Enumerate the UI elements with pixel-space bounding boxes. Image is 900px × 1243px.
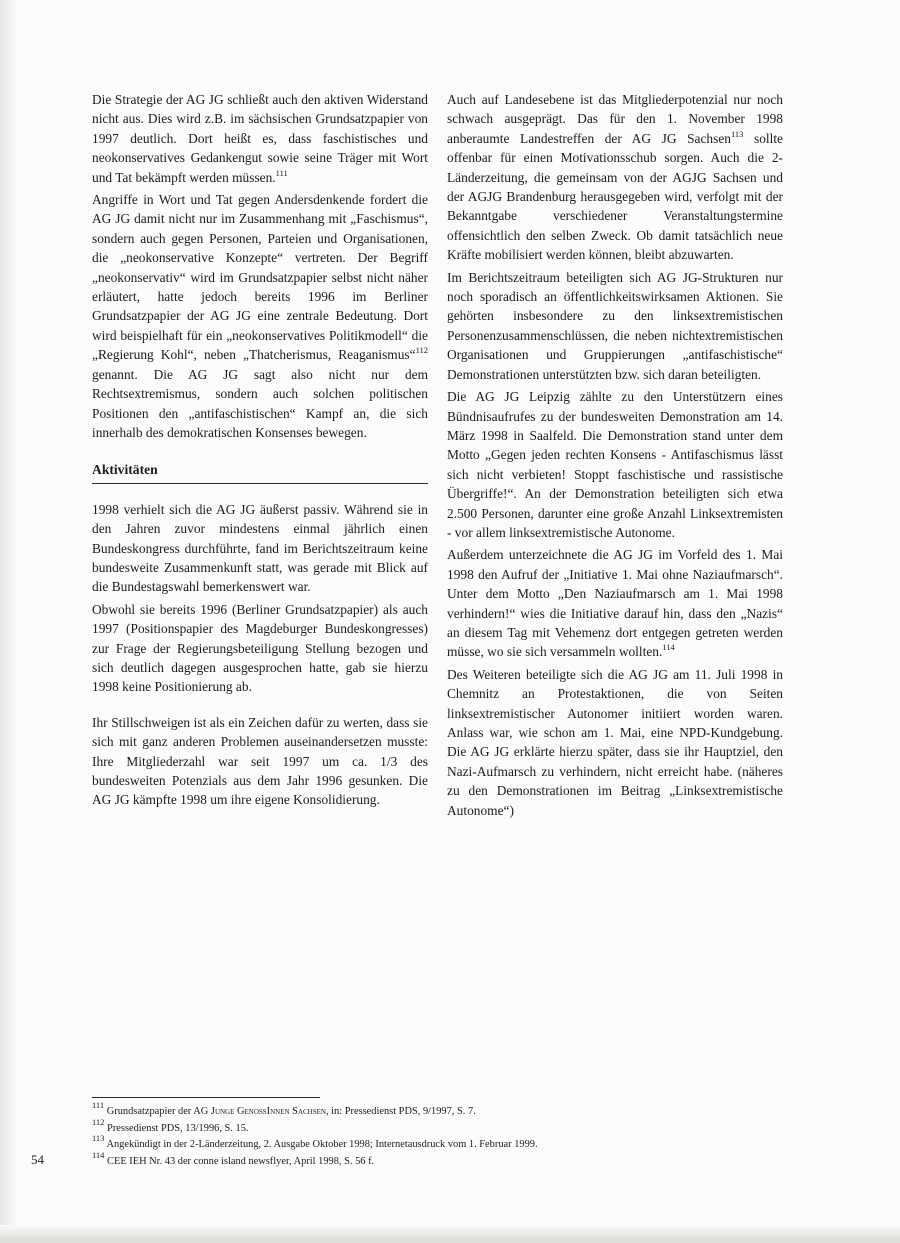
footnote-ref: 112 <box>415 345 428 356</box>
paragraph: Angriffe in Wort und Tat gegen Andersdenkende fordert die AG JG damit nicht nur im Zusammenhang mit „Faschismus“, sondern auch gegen Personen, Parteien und Organisationen, die „neokonservative Konzepte“ vertreten. Der Begriff „neokonservativ“ wird im Grundsatzpapier selbst nicht näher erläutert, hatte jedoch bereits 1996 im Berliner Grundsatzpapier der AG JG eine zentrale Bedeutung. Dort wird beispielhaft für ein „neokonservatives Politikmodell“ die „Regierung Kohl“, neben „Thatcherismus, Reaganismus“$^{112}$ genannt. Die AG JG sagt also nicht nur dem Rechtsextremismus, sondern auch solchen politischen Positionen den „antifaschistischen“ Kampf an, die sich innerhalb des demokratischen Konsenses bewegen. <box>92 192 428 440</box>
footnote: $^{113}$ Angekündigt in der 2-Länderzeitung, 2. Ausgabe Oktober 1998; Internetausdruck vom 1. Februar 1999. <box>92 1133 538 1151</box>
footnote-number: 112 <box>92 1116 105 1127</box>
footnote: $^{112}$ Pressedienst PDS, 13/1996, S. 15. <box>92 1116 249 1134</box>
footnote-divider <box>92 1097 320 1098</box>
scan-bottom-edge <box>0 1225 900 1243</box>
footnote-ref: 111 <box>275 167 288 178</box>
footnotes <box>92 1100 792 1170</box>
paragraph: 1998 verhielt sich die AG JG äußerst passiv. Während sie in den Jahren zuvor mindestens einmal jährlich einen Bundeskongress durchführte, fand im Berichtszeitraum keine bundesweite Zusammenkunft statt, was gerade mit Blick auf die Bundestagswahl bemerkenswert war. <box>92 501 428 595</box>
section-heading: Aktivitäten <box>92 460 428 483</box>
footnote-ref: 114 <box>662 642 675 653</box>
page-number: 54 <box>31 1152 44 1167</box>
left-column <box>92 90 428 813</box>
right-column <box>447 90 783 823</box>
footnote: $^{114}$ CEE IEH Nr. 43 der conne island newsflyer, April 1998, S. 56 f. <box>92 1149 375 1167</box>
scan-edge-shadow <box>0 0 14 1243</box>
footnote-number: 114 <box>92 1149 105 1160</box>
footnote-ref: 113 <box>730 128 744 139</box>
paragraph: Im Berichtszeitraum beteiligten sich AG JG-Strukturen nur noch sporadisch an öffentlichkeitswirksamen Aktionen. Sie gehörten insbesondere zu den linksextremistischen Personenzusammenschlüssen, die neben nichtextremistischen Organisationen und Gruppierungen „antifaschistische“ Demonstrationen unterstützten bzw. sich daran beteiligten. <box>447 269 783 382</box>
paragraph: Ihr Stillschweigen ist als ein Zeichen dafür zu werten, dass sie sich mit ganz anderen Problemen auseinandersetzen musste: Ihre Mitgliederzahl war seit 1997 um ca. 1/3 des bundesweiten Potenzials aus dem Jahr 1996 gesunken. Die AG JG kämpfte 1998 um ihre eigene Konsolidierung. <box>92 714 428 808</box>
paragraph: Die AG JG Leipzig zählte zu den Unterstützern eines Bündnisaufrufes zu der bundesweiten Demonstration am 14. März 1998 in Saalfeld. Die Demonstration stand unter dem Motto „Gegen jeden rechten Konsens - Antifaschismus lässt sich nicht verbieten! Stoppt faschistische und rassistische Übergriffe!“. An der Demonstration beteiligten sich etwa 2.500 Personen, darunter eine große Anzahl Linksextremisten - vor allem linksextremistische Autonome. <box>447 389 783 540</box>
paragraph: Auch auf Landesebene ist das Mitgliederpotenzial nur noch schwach ausgeprägt. Das für den 1. November 1998 anberaumte Landestreffen der AG JG Sachsen$^{113}$ sollte offenbar für einen Motivationsschub sorgen. Auch die 2-Länderzeitung, die gemeinsam von der AGJG Sachsen und der AGJG Brandenburg herausgegeben wird, verfolgt mit der Bekanntgabe verschiedener Veranstaltungstermine offensichtlich den selben Zweck. Ob damit tatsächlich neue Kräfte mobilisiert werden können, bleibt abzuwarten. <box>447 92 784 263</box>
footnote-number: 113 <box>92 1133 105 1144</box>
paragraph: Obwohl sie bereits 1996 (Berliner Grundsatzpapier) als auch 1997 (Positionspapier des Magdeburger Bundeskongresses) zur Frage der Regierungsbeteiligung Stellung bezogen und sich deutlich dagegen ausgesprochen hatte, gab sie hierzu 1998 keine Positionierung ab. <box>92 601 428 695</box>
paragraph: Des Weiteren beteiligte sich die AG JG am 11. Juli 1998 in Chemnitz an Protestaktionen, die von Seiten linksextremistischer Autonomer initiiert worden waren. Anlass war, wie schon am 1. Mai, eine NPD-Kundgebung. Die AG JG erklärte hierzu später, dass sie ihr Hauptziel, den Nazi-Aufmarsch zu verhindern, nicht erreicht habe. (näheres zu den Demonstrationen im Beitrag „Linksextremistische Autonome“) <box>447 666 783 818</box>
paragraph: Außerdem unterzeichnete die AG JG im Vorfeld des 1. Mai 1998 den Aufruf der „Initiative 1. Mai ohne Naziaufmarsch“. Unter dem Motto „Den Naziaufmarsch am 1. Mai 1998 verhindern!“ wies die Initiative darauf hin, dass den „Nazis“ an diesem Tag mit Vehemenz dort entgegen getreten werden müsse, wo sie sich versammeln wollten.$^{114}$ <box>447 547 783 660</box>
footnote: $^{111}$ Grundsatzpapier der AG Junge GenossInnen Sachsen, in: Pressedienst PDS, 9/1997, S. 7. <box>92 1100 476 1117</box>
paragraph: Die Strategie der AG JG schließt auch den aktiven Widerstand nicht aus. Dies wird z.B. im sächsischen Grundsatzpapier von 1997 deutlich. Dort heißt es, dass faschistisches und neokonservatives Gedankengut sowie seine Träger mit Wort und Tat bekämpft werden müssen.$^{111}$ <box>92 92 428 185</box>
footnote-number: 111 <box>92 1100 105 1110</box>
